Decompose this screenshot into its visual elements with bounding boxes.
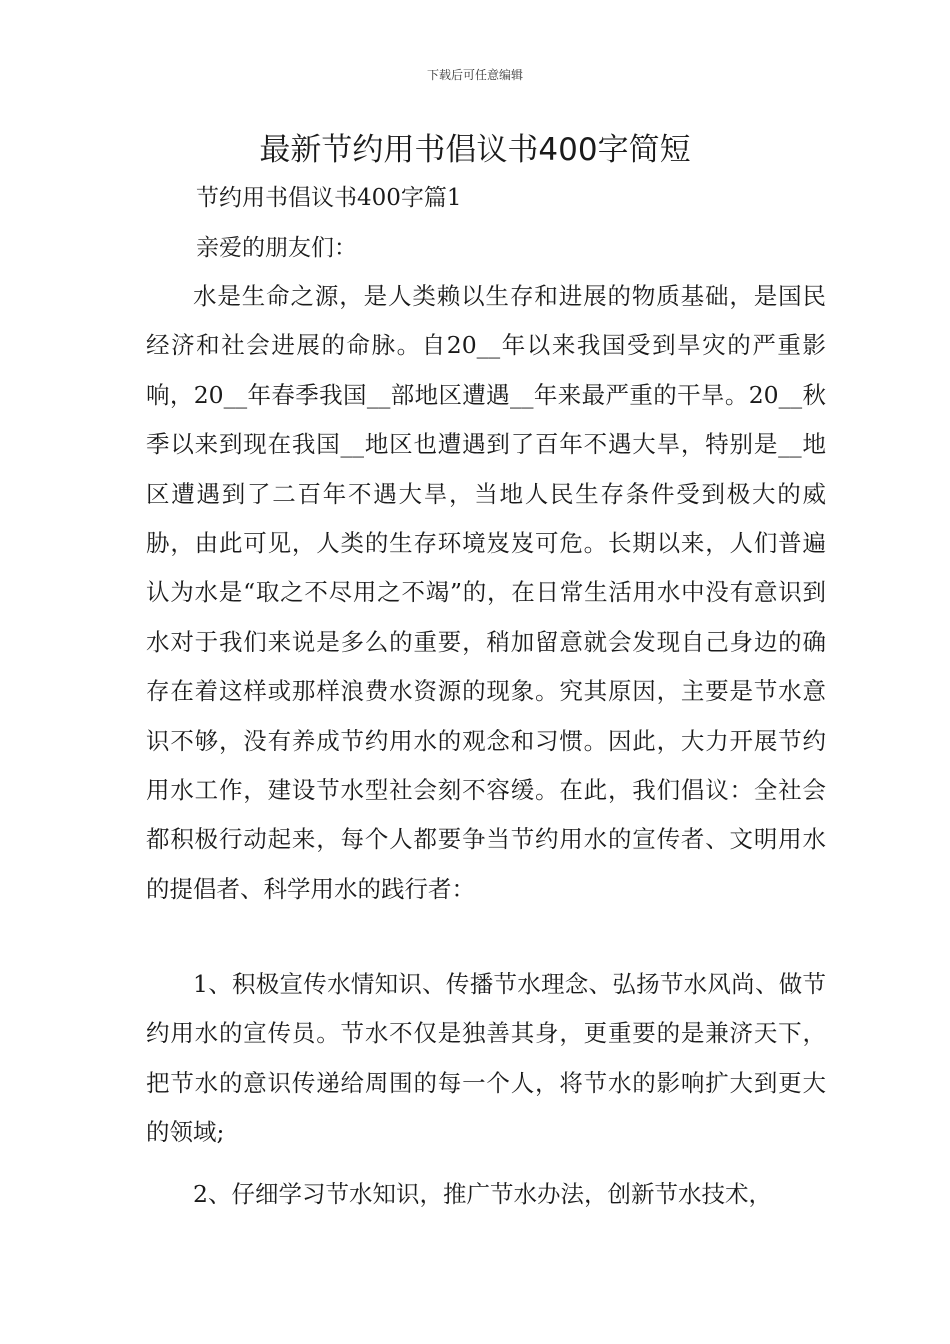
greeting: 亲爱的朋友们： xyxy=(196,235,357,261)
body-paragraph: 2、仔细学习节水知识，推广节水办法，创新节水技术， xyxy=(193,1180,772,1208)
section-subtitle: 节约用书倡议书400字篇1 xyxy=(196,185,462,211)
document-title: 最新节约用书倡议书400字简短 xyxy=(259,132,691,168)
body-paragraph: 1、积极宣传水情知识、传播节水理念、弘扬节水风尚、做节约用水的宣传员。节水不仅是独善其身，更重要的是兼济天下，把节水的意识传递给周围的每一个人，将节水的影响扩大到更大的领域; xyxy=(146,970,826,1147)
body-paragraph: 水是生命之源，是人类赖以生存和进展的物质基础，是国民经济和社会进展的命脉。自20__年以来我国受到旱灾的严重影响，20__年春季我国__部地区遭遇__年来最严重的干旱。20__秋季以来到现在我国__地区也遭遇到了百年不遇大旱，特别是__地区遭遇到了二百年不遇大旱，当地人民生存条件受到极大的威胁，由此可见，人类的生存环境岌岌可危。长期以来，人们普遍认为水是“取之不尽用之不竭”的，在日常生活用水中没有意识到水对于我们来说是多么的重要，稍加留意就会发现自己身边的确存在着这样或那样浪费水资源的现象。究其原因，主要是节水意识不够，没有养成节约用水的观念和习惯。因此，大力开展节约用水工作，建设节水型社会刻不容缓。在此，我们倡议：全社会都积极行动起来，每个人都要争当节约用水的宣传者、文明用水的提倡者、科学用水的践行者： xyxy=(146,282,826,903)
header-note: 下载后可任意编辑 xyxy=(426,68,523,82)
